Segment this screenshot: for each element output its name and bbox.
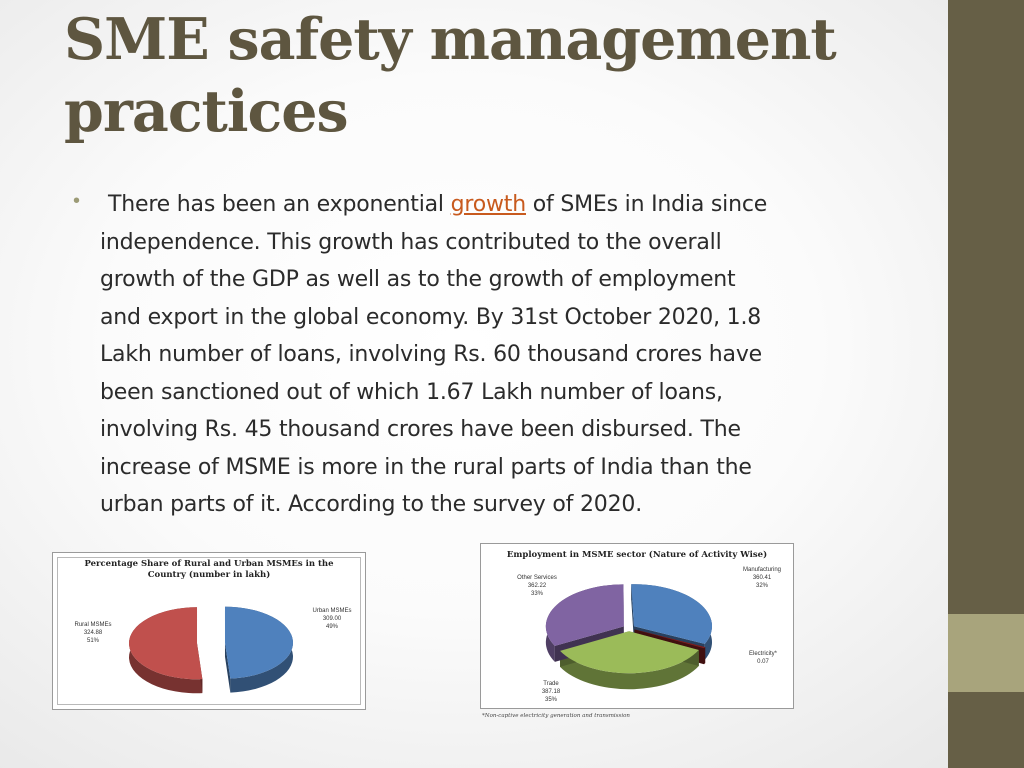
title-line-1: SME safety management xyxy=(64,6,836,73)
paragraph-line: Lakh number of loans, involving Rs. 60 thousand crores have xyxy=(100,342,762,367)
rural-urban-pie-chart xyxy=(52,552,366,710)
slice-label-rural xyxy=(57,621,129,645)
paragraph-line: involving Rs. 45 thousand crores have been disbursed. The xyxy=(100,417,741,442)
slice-value: 362.22 xyxy=(527,583,547,589)
slice-label-urban xyxy=(299,607,365,631)
chart-footnote: *Non-captive electricity generation and transmission xyxy=(482,713,630,719)
paragraph-text: There has been an exponential xyxy=(108,192,451,217)
slice-value: 309.00 xyxy=(322,616,342,622)
slice-percent: 49% xyxy=(325,624,338,630)
paragraph-line: growth of the GDP as well as to the growth of employment xyxy=(100,267,736,292)
bullet-icon: • xyxy=(73,190,81,212)
slice-name: Other Services xyxy=(517,575,557,581)
slice-percent: 32% xyxy=(755,583,768,589)
paragraph-line-1 xyxy=(100,186,900,224)
slice-value: 360.41 xyxy=(752,575,772,581)
slice-value: 324.88 xyxy=(83,630,103,636)
slice-name: Manufacturing xyxy=(742,567,782,573)
bullet-paragraph xyxy=(100,186,900,524)
slice-name: Rural MSMEs xyxy=(74,622,112,628)
paragraph-line: independence. This growth has contributed to the overall xyxy=(100,229,722,255)
slice-value: 0.07 xyxy=(757,659,769,665)
side-accent xyxy=(948,614,1024,692)
paragraph-text: of SMEs in India since xyxy=(525,192,768,217)
slice-name: Urban MSMEs xyxy=(312,608,352,614)
slide-title xyxy=(64,4,924,148)
title-line-2: practices xyxy=(64,78,348,145)
slice-percent: 33% xyxy=(530,591,543,597)
slice-label-manufacturing xyxy=(731,566,793,590)
slice-name: Trade xyxy=(543,681,559,687)
paragraph-line: been sanctioned out of which 1.67 Lakh number of loans, xyxy=(100,379,723,405)
paragraph-line: increase of MSME is more in the rural parts of India than the xyxy=(100,454,752,480)
slice-label-trade xyxy=(531,680,571,704)
paragraph-line: and export in the global economy. By 31st October 2020, 1.8 xyxy=(100,304,762,330)
chart-title-line: Country (number in lakh) xyxy=(147,570,271,580)
chart-title-line: Percentage Share of Rural and Urban MSMEs in the xyxy=(84,559,334,569)
slice-name: Electricity* xyxy=(748,651,777,657)
slice-label-other-services xyxy=(505,574,569,598)
slice-percent: 51% xyxy=(86,638,99,644)
growth-link[interactable]: growth xyxy=(450,192,526,217)
slice-label-electricity xyxy=(737,650,789,666)
paragraph-line: urban parts of it. According to the survey of 2020. xyxy=(100,492,642,517)
slice-value: 387.18 xyxy=(541,689,561,695)
employment-pie-chart xyxy=(480,543,794,709)
slice-percent: 35% xyxy=(544,697,557,703)
chart-title: Employment in MSME sector (Nature of Activity Wise) xyxy=(506,550,768,560)
